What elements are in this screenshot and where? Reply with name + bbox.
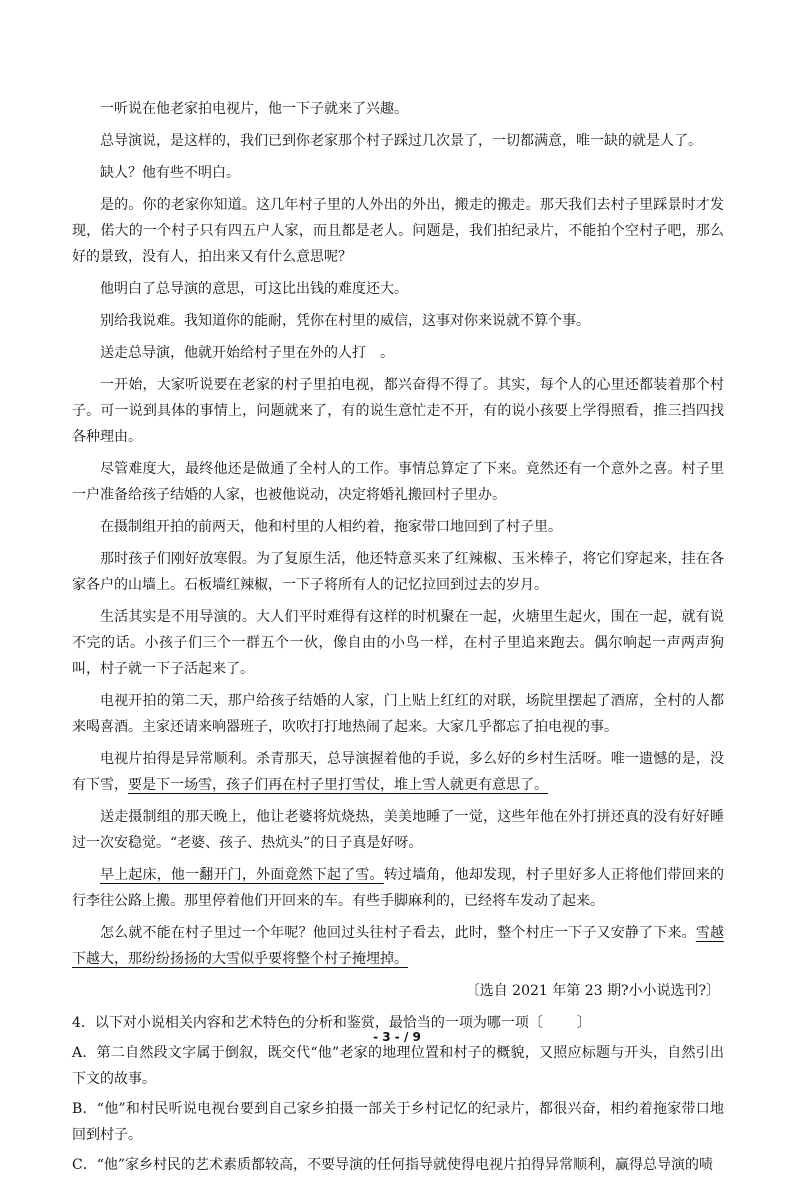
paragraph-text: 他明白了总导演的意思，可这比出钱的难度还大。 xyxy=(100,281,408,297)
story-paragraph xyxy=(72,308,724,334)
paragraph-text: 总导演说，是这样的，我们已到你老家那个村子踩过几次景了，一切都满意，唯一缺的就是人了。 xyxy=(100,133,702,149)
story-paragraph xyxy=(72,276,724,302)
paragraph-text: 送走总导演，他就开始给村子里在外的人打 。 xyxy=(100,345,394,361)
option-b: B．“他”和村民听说电视台要到自己家乡拍摄一部关于乡村记忆的纪录片，都很兴奋，相约着拖家带口地回到村子。 xyxy=(72,1101,724,1143)
option-a: A．第二自然段文字属于倒叙，既交代“他”老家的地理位置和村子的概貌，又照应标题与开头，自然引出下文的故事。 xyxy=(72,1045,724,1087)
paragraph-text: 缺人？他有些不明白。 xyxy=(100,165,240,181)
paragraph-text: 送走摄制组的那天晚上，他让老婆将炕烧热，美美地睡了一觉，这些年他在外打拼还真的没有好好睡过一次安稳觉。“老婆、孩子、热炕头”的日子真是好呀。 xyxy=(72,809,724,851)
question-close: 〕 xyxy=(576,1015,591,1031)
story-paragraph xyxy=(72,604,724,682)
paragraph-text: 怎么就不能在村子里过一个年呢？他回过头往村子看去，此时，整个村庄一下子又安静了下来。 xyxy=(100,925,696,941)
story-paragraph xyxy=(72,804,724,856)
paragraph-text: 尽管难度大，最终他还是做通了全村人的工作。事情总算定了下来。竟然还有一个意外之喜。村子里一户准备给孩子结婚的人家，也被他说动，决定将婚礼搬回村子里办。 xyxy=(72,461,724,503)
paragraph-text: 在摄制组开拍的前两天，他和村里的人相约着，拖家带口地回到了村子里。 xyxy=(100,519,562,535)
question-text: 4．以下对小说相关内容和艺术特色的分析和鉴赏，最恰当的一项为哪一项〔 xyxy=(72,1015,543,1031)
story-paragraph xyxy=(72,514,724,540)
page-number: - 3 - / 9 xyxy=(373,1030,421,1044)
story-paragraph xyxy=(72,96,724,122)
story-paragraph xyxy=(72,456,724,508)
option-c: C．“他”家乡村民的艺术素质都较高，不要导演的任何指导就使得电视片拍得异常顺利，赢得总导演的啧 xyxy=(72,1157,714,1173)
source-citation: 〔选自 2021 年第 23 期?小小说选刊?〕 xyxy=(465,983,720,999)
story-paragraph xyxy=(72,128,724,154)
story-paragraph xyxy=(72,688,724,740)
story-paragraph xyxy=(72,920,724,972)
paragraph-text: 一开始，大家听说要在老家的村子里拍电视，都兴奋得不得了。其实，每个人的心里还都装着那个村子。可一说到具体的事情上，问题就来了，有的说生意忙走不开，有的说小孩要上学得照看，推三挡四找各种理由。 xyxy=(72,377,724,445)
underlined-sentence: 要是下一场雪，孩子们再在村子里打雪仗，堆上雪人就更有意思了。 xyxy=(128,777,548,793)
paragraph-text: 转过墙角，他却发现，村子里好多人正将他们带回来的行李往公路上搬。那里停着他们开回来的车。有些手脚麻利的，已经将车发动了起来。 xyxy=(72,867,725,909)
paragraph-text: 一听说在他老家拍电视片，他一下子就来了兴趣。 xyxy=(100,101,408,117)
paragraph-text: 电视片拍得是异常顺利。杀青那天，总导演握着他的手说，多么好的乡村生活呀。唯一遗憾的是，没有下雪， xyxy=(72,751,724,793)
paragraph-text: 生活其实是不用导演的。大人们平时难得有这样的时机聚在一起，火塘里生起火，围在一起，就有说不完的话。小孩子们三个一群五个一伙，像自由的小鸟一样，在村子里追来跑去。偶尔响起一声两声狗叫，村子就一下子活起来了。 xyxy=(72,609,724,677)
story-paragraph xyxy=(72,192,724,270)
story-paragraph xyxy=(72,862,724,914)
paragraph-text: 是的。你的老家你知道。这几年村子里的人外出的外出，搬走的搬走。那天我们去村子里踩景时才发现，偌大的一个村子只有四五户人家，而且都是老人。问题是，我们拍纪录片，不能拍个空村子吧，那么好的景致，没有人，拍出来又有什么意思呢？ xyxy=(72,197,724,265)
document-body xyxy=(72,96,724,1182)
story-paragraph xyxy=(72,340,724,366)
story-paragraph xyxy=(72,372,724,450)
story-paragraph xyxy=(72,546,724,598)
underlined-sentence: 雪越下越大，那纷纷扬扬的大雪似乎要将整个村子掩埋掉。 xyxy=(72,925,724,967)
paragraph-text: 别给我说难。我知道你的能耐，凭你在村里的威信，这事对你来说就不算个事。 xyxy=(100,313,590,329)
paragraph-text: 电视开拍的第二天，那户给孩子结婚的人家，门上贴上红红的对联，场院里摆起了酒席，全村的人都来喝喜酒。主家还请来响器班子，吹吹打打地热闹了起来。大家几乎都忘了拍电视的事。 xyxy=(72,693,724,735)
story-paragraph xyxy=(72,160,724,186)
paragraph-text: 那时孩子们刚好放寒假。为了复原生活，他还特意买来了红辣椒、玉米棒子，将它们穿起来，挂在各家各户的山墙上。石板墙红辣椒，一下子将所有人的记忆拉回到过去的岁月。 xyxy=(72,551,724,593)
underlined-sentence: 早上起床，他一翻开门，外面竟然下起了雪。 xyxy=(100,867,384,883)
story-paragraph xyxy=(72,746,724,798)
